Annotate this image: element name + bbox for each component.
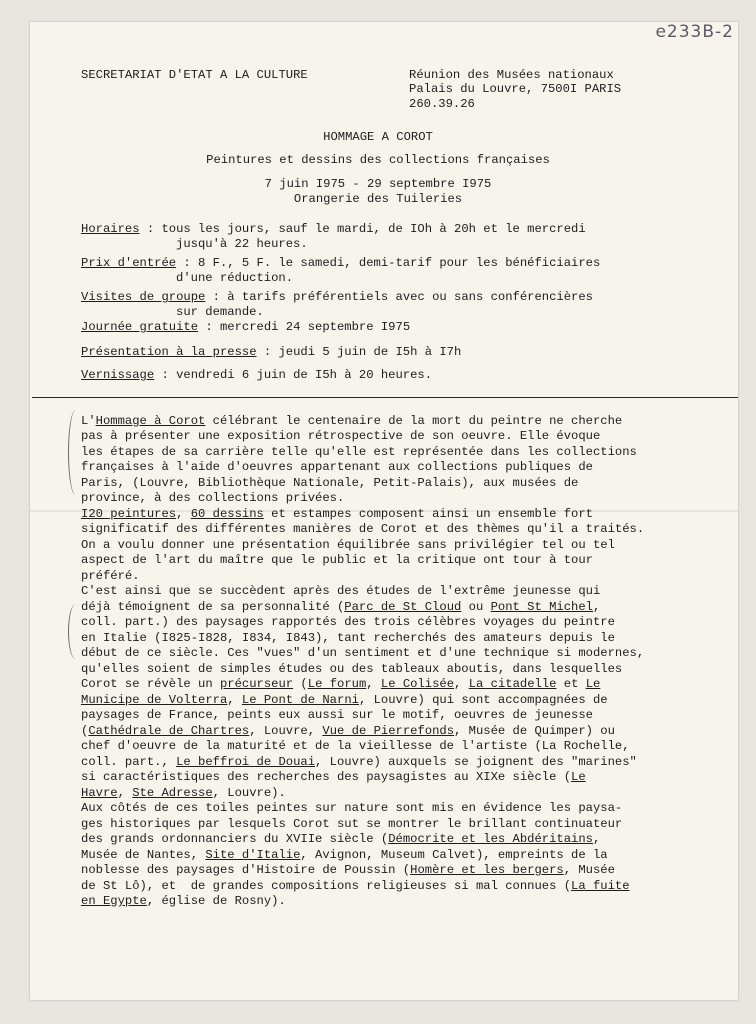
title-sub: Peintures et dessins des collections françaises	[206, 153, 550, 167]
body-line: déjà témoignent de sa personnalité (Parc de St Cloud ou Pont St Michel,	[81, 600, 601, 614]
body-line: ges historiques par lesquels Corot sut se montrer le brillant continuateur	[81, 817, 623, 831]
body-line: chef d'oeuvre de la maturité et de la vieillesse de l'artiste (La Rochelle,	[81, 739, 630, 753]
body-line: Aux côtés de ces toiles peintes sur nature sont mis en évidence les paysa-	[81, 801, 623, 815]
body-line: L'Hommage à Corot célébrant le centenaire de la mort du peintre ne cherche	[81, 414, 623, 428]
info-visites-cont: sur demande.	[176, 305, 264, 319]
info-visites: Visites de groupe : à tarifs préférentiels avec ou sans conférencières	[81, 290, 593, 304]
info-prix-cont: d'une réduction.	[176, 271, 294, 285]
body-line: en Egypte, église de Rosny).	[81, 894, 286, 908]
info-journee: Journée gratuite : mercredi 24 septembre I975	[81, 320, 411, 334]
body-line: Municipe de Volterra, Le Pont de Narni, Louvre) qui sont accompagnées de	[81, 693, 608, 707]
body-line: de St Lô), et de grandes compositions religieuses si mal connues (La fuite	[81, 879, 630, 893]
body-line: paysages de France, peints eux aussi sur le motif, oeuvres de jeunesse	[81, 708, 593, 722]
body-line: des grands ordonnanciers du XVIIe siècle (Démocrite et les Abdéritains,	[81, 832, 601, 846]
body-line: (Cathédrale de Chartres, Louvre, Vue de Pierrefonds, Musée de Quimper) ou	[81, 724, 615, 738]
header-address-2: Palais du Louvre, 7500I PARIS	[409, 82, 622, 96]
title-main: HOMMAGE A COROT	[323, 130, 433, 144]
body-line: coll. part.) des paysages rapportés des trois célèbres voyages du peintre	[81, 615, 615, 629]
info-prix: Prix d'entrée : 8 F., 5 F. le samedi, demi-tarif pour les bénéficiaires	[81, 256, 601, 270]
header-org: SECRETARIAT D'ETAT A LA CULTURE	[81, 68, 308, 82]
body-line: significatif des différentes manières de Corot et des thèmes qu'il a traités.	[81, 522, 645, 536]
body-line: On a voulu donner une présentation équilibrée sans privilégier tel ou tel	[81, 538, 615, 552]
info-horaires-cont: jusqu'à 22 heures.	[176, 237, 308, 251]
document-reference: e233B-2	[655, 22, 734, 42]
info-vernissage: Vernissage : vendredi 6 juin de I5h à 20 heures.	[81, 368, 433, 382]
body-line: pas à présenter une exposition rétrospective de son oeuvre. Elle évoque	[81, 429, 601, 443]
title-dates: 7 juin I975 - 29 septembre I975	[264, 177, 492, 191]
body-line: début de ce siècle. Ces "vues" d'un sentiment et d'une technique si modernes,	[81, 646, 645, 660]
info-presse: Présentation à la presse : jeudi 5 juin de I5h à I7h	[81, 345, 462, 359]
separator-line	[32, 397, 738, 398]
body-line: Corot se révèle un précurseur (Le forum, Le Colisée, La citadelle et Le	[81, 677, 601, 691]
body-line: si caractéristiques des recherches des paysagistes au XIXe siècle (Le	[81, 770, 586, 784]
body-line: province, à des collections privées.	[81, 491, 345, 505]
body-line: I20 peintures, 60 dessins et estampes composent ainsi un ensemble fort	[81, 507, 593, 521]
body-line: Havre, Ste Adresse, Louvre).	[81, 786, 286, 800]
body-line: préféré.	[81, 569, 140, 583]
body-line: les étapes de sa carrière telle qu'elle est représentée dans les collections	[81, 445, 637, 459]
body-line: C'est ainsi que se succèdent après des études de l'extrême jeunesse qui	[81, 584, 601, 598]
header-address-1: Réunion des Musées nationaux	[409, 68, 614, 82]
info-horaires: Horaires : tous les jours, sauf le mardi, de IOh à 20h et le mercredi	[81, 222, 586, 236]
body-line: qu'elles soient de simples études ou des tableaux aboutis, dans lesquelles	[81, 662, 623, 676]
body-line: aspect de l'art du maître que le public et la critique ont tour à tour	[81, 553, 593, 567]
body-line: Musée de Nantes, Site d'Italie, Avignon, Museum Calvet), empreints de la	[81, 848, 608, 862]
header-phone: 260.39.26	[409, 97, 475, 111]
title-venue: Orangerie des Tuileries	[293, 192, 463, 206]
body-line: en Italie (I825-I828, I834, I843), tant recherchés des amateurs depuis le	[81, 631, 615, 645]
body-line: noblesse des paysages d'Histoire de Poussin (Homère et les bergers, Musée	[81, 863, 615, 877]
body-line: Paris, (Louvre, Bibliothèque Nationale, Petit-Palais), aux musées de	[81, 476, 579, 490]
body-line: coll. part., Le beffroi de Douai, Louvre) auxquels se joignent des "marines"	[81, 755, 637, 769]
body-line: françaises à l'aide d'oeuvres appartenant aux collections publiques de	[81, 460, 593, 474]
